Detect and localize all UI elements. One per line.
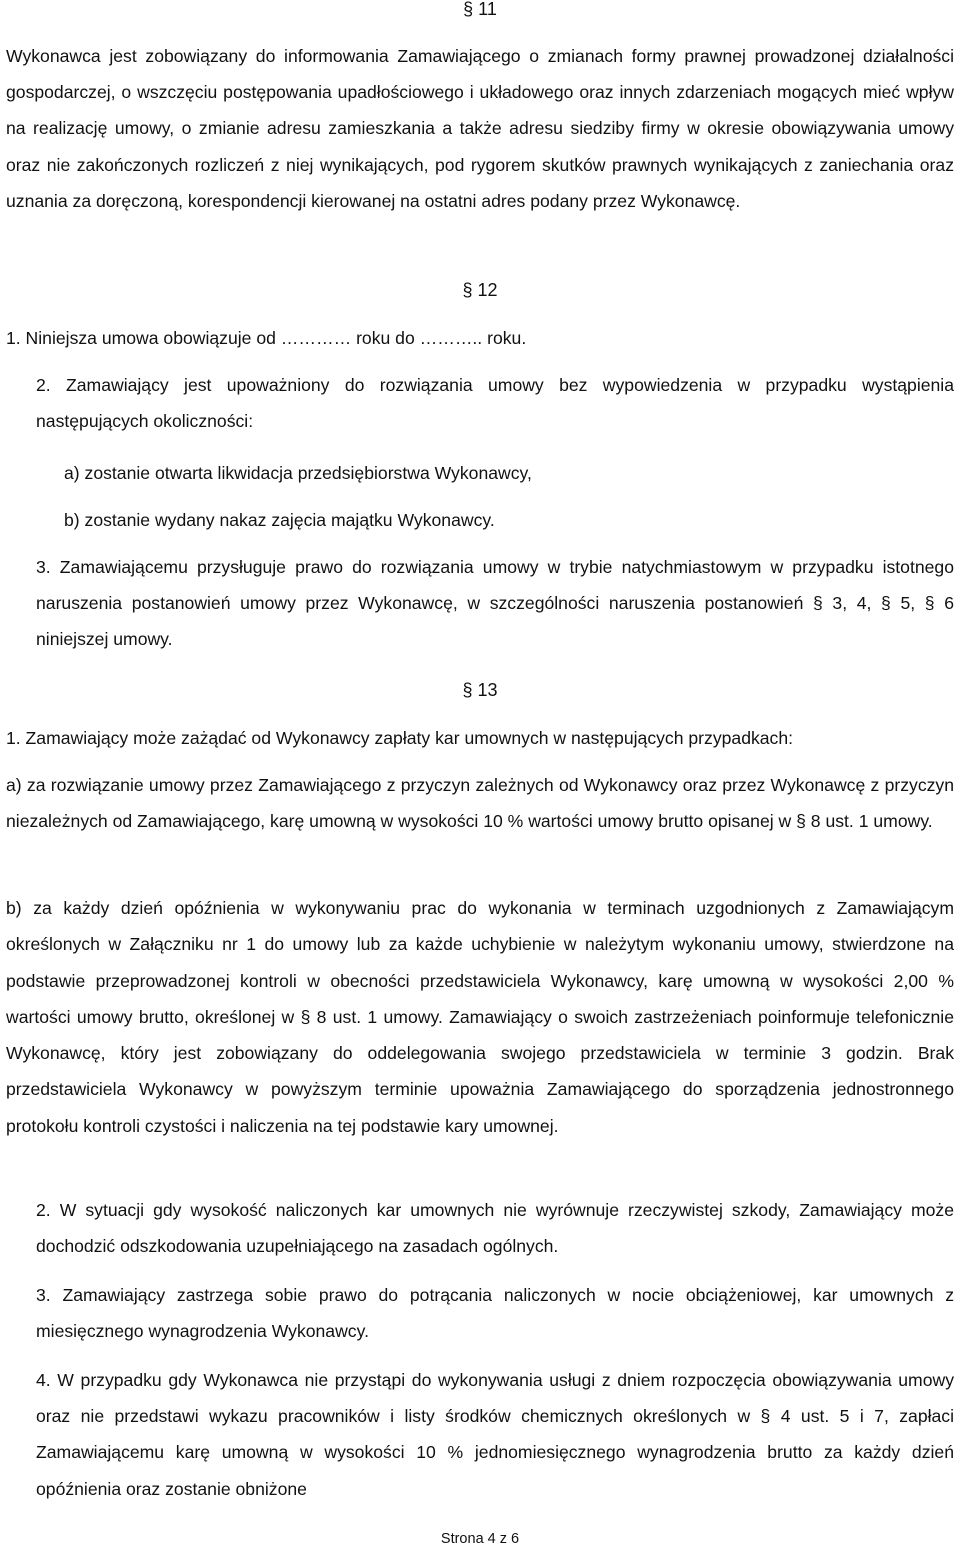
section-13-point-4: 4. W przypadku gdy Wykonawca nie przystąpi do wykonywania usługi z dniem rozpoczęcia obowiązywania umowy oraz nie przedstawi wykazu pracowników i listy środków chemicznych określonych w § 4 ust. 5 i 7, zapłaci Zamawiającemu karę umowną w wysokości 10 % jednomiesięcznego wynagrodzenia brutto za każdy dzień opóźnienia oraz zostanie obniżone — [36, 1370, 954, 1499]
section-12-point-1: 1. Niniejsza umowa obowiązuje od ………… roku do ……….. roku. — [6, 328, 527, 348]
section-12-point-3: 3. Zamawiającemu przysługuje prawo do rozwiązania umowy w trybie natychmiastowym w przypadku istotnego naruszenia postanowień umowy przez Wykonawcę, w szczególności naruszenia postanowień § 3, 4, § 5, § 6 niniejszej umowy. — [36, 557, 954, 650]
section-12-point-2b: b) zostanie wydany nakaz zajęcia majątku Wykonawcy. — [64, 510, 495, 530]
section-13-point-1: 1. Zamawiający może zażądać od Wykonawcy zapłaty kar umownych w następujących przypadkach: — [6, 728, 794, 748]
section-12-point-2 — [36, 367, 954, 439]
section-11-heading: § 11 — [463, 0, 497, 19]
section-13-point-1a: a) za rozwiązanie umowy przez Zamawiającego z przyczyn zależnych od Wykonawcy oraz przez Wykonawcę z przyczyn niezależnych od Zamawiającego, karę umowną w wysokości 10 % wartości umowy brutto opisanej w § 8 ust. 1 umowy. — [6, 775, 954, 832]
page-footer: Strona 4 z 6 — [440, 1531, 520, 1547]
section-12-heading: § 12 — [462, 280, 498, 300]
section-13-point-2: 2. W sytuacji gdy wysokość naliczonych kar umownych nie wyrównuje rzeczywistej szkody, Zamawiający może dochodzić odszkodowania uzupełniającego na zasadach ogólnych. — [36, 1200, 954, 1257]
section-13-heading: § 13 — [462, 680, 498, 700]
section-12-point-2a: a) zostanie otwarta likwidacja przedsiębiorstwa Wykonawcy, — [64, 463, 532, 483]
section-13-point-1b: b) za każdy dzień opóźnienia w wykonywaniu prac do wykonania w terminach uzgodnionych z Zamawiającym określonych w Załączniku nr 1 do umowy lub za każde uchybienie w należytym wykonaniu umowy, stwierdzone na podstawie przeprowadzonej kontroli w obecności przedstawiciela Wykonawcy, karę umowną w wysokości 2,00 % wartości umowy brutto, określonej w § 8 ust. 1 umowy. Zamawiający o swoich zastrzeżeniach poinformuje telefonicznie Wykonawcę, który jest zobowiązany do oddelegowania swojego przedstawiciela w terminie 3 godzin. Brak przedstawiciela Wykonawcy w powyższym terminie upoważnia Zamawiającego do sporządzenia jednostronnego protokołu kontroli czystości i naliczenia na tej podstawie kary umownej. — [6, 898, 954, 1136]
section-13-point-3: 3. Zamawiający zastrzega sobie prawo do potrącania naliczonych w nocie obciążeniowej, kar umownych z miesięcznego wynagrodzenia Wykonawcy. — [36, 1285, 954, 1342]
section-11-paragraph: Wykonawca jest zobowiązany do informowania Zamawiającego o zmianach formy prawnej prowadzonej działalności gospodarczej, o wszczęciu postępowania upadłościowego i układowego oraz innych zdarzeniach mogących mieć wpływ na realizację umowy, o zmianie adresu zamieszkania a także adresu siedziby firmy w okresie obowiązywania umowy oraz nie zakończonych rozliczeń z niej wynikających, pod rygorem skutków prawnych wynikających z zaniechania oraz uznania za doręczoną, korespondencji kierowanej na ostatni adres podany przez Wykonawcę. — [6, 46, 954, 211]
section-12-point-2-text: 2. Zamawiający jest upoważniony do rozwiązania umowy bez wypowiedzenia w przypadku wystąpienia następujących okoliczności: — [36, 375, 954, 432]
